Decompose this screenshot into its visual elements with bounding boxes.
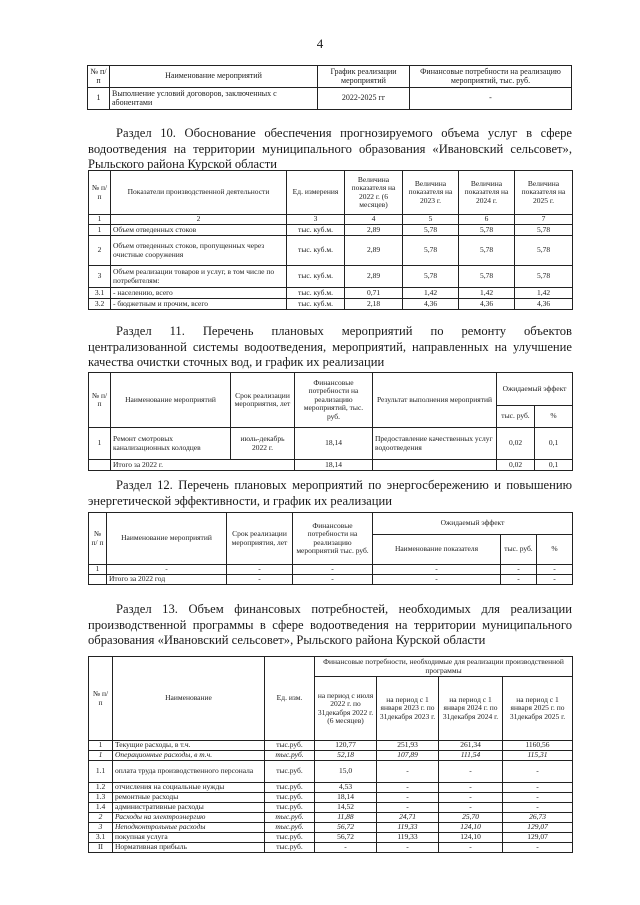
cell-rub: - (501, 565, 537, 575)
table-section-13 (88, 656, 573, 853)
section-12-line2: энергетической эффективности, и график их реализации (88, 493, 392, 508)
table-row (88, 88, 572, 110)
cell-2025: 115,31 (503, 751, 573, 761)
cell-2024: 111,54 (439, 751, 503, 761)
cell-name: Объем отведенных стоков (111, 225, 287, 236)
cell-2023: 119,33 (377, 823, 439, 833)
cell-finance: 18,14 (295, 428, 373, 460)
table-row (89, 299, 573, 310)
index-cell: 1 (89, 215, 111, 225)
cell-2025: 129,07 (503, 823, 573, 833)
header-2022: Величина показателя на 2022 г. (6 месяцев) (345, 171, 403, 215)
cell-2023: - (377, 803, 439, 813)
cell-num: 1 (89, 428, 111, 460)
cell-2025: 1,42 (515, 288, 573, 299)
table-row (89, 225, 573, 236)
table-row (89, 823, 573, 833)
cell-2024: 261,34 (439, 741, 503, 751)
cell-num: 1 (89, 225, 111, 236)
cell-2023: - (377, 783, 439, 793)
section-13-line1: Раздел 13. Объем финансовых потребностей, необходимых для реализации (116, 602, 572, 616)
section-10-line1: Раздел 10. Обоснование обеспечения прогнозируемого объема услуг в сфере (116, 126, 572, 140)
index-cell: 5 (403, 215, 459, 225)
cell-2025: - (503, 803, 573, 813)
header-num: № п/ п (89, 513, 107, 565)
header-num: № п/п (89, 657, 113, 741)
cell-2023: - (377, 761, 439, 783)
cell-pct: - (537, 565, 573, 575)
table-row (89, 741, 573, 751)
table-row (89, 833, 573, 843)
cell-2022: 2,18 (345, 299, 403, 310)
cell-name: Нормативная прибыль (113, 843, 265, 853)
cell-2024: - (439, 793, 503, 803)
header-name: Наименование мероприятий (110, 66, 318, 88)
section-13-line3: образования «Ивановский сельсовет», Рыльского района Курской области (88, 633, 486, 647)
cell-2023: 251,93 (377, 741, 439, 751)
cell-name: - населению, всего (111, 288, 287, 299)
cell-name: Неподконтрольные расходы (113, 823, 265, 833)
cell-2024: - (439, 783, 503, 793)
cell-name: Выполнение условий договоров, заключенных с абонентами (110, 88, 318, 110)
cell-num: II (89, 843, 113, 853)
header-pct: % (535, 406, 573, 428)
cell-name: административные расходы (113, 803, 265, 813)
total-period: - (227, 575, 293, 585)
section-11-heading (88, 324, 572, 371)
cell-unit: тыс.руб. (265, 761, 315, 783)
header-indicator: Наименование показателя (373, 535, 501, 565)
total-label: Итого за 2022 г. (111, 460, 295, 471)
cell-name: оплата труда производственного персонала (113, 761, 265, 783)
cell-2022: 2,89 (345, 266, 403, 288)
cell-unit: тыс.руб. (265, 843, 315, 853)
cell-num: 2 (89, 813, 113, 823)
table-index-row (89, 215, 573, 225)
section-10-line2: водоотведения на территории муниципального образования «Ивановский сельсовет», (88, 141, 572, 156)
cell-unit: тыс. куб.м. (287, 266, 345, 288)
cell-name: отчисления на социальные нужды (113, 783, 265, 793)
header-num: № п/п (88, 66, 110, 88)
cell-2022: 18,14 (315, 793, 377, 803)
cell-2023: 119,33 (377, 833, 439, 843)
cell-name: Ремонт смотровых канализационных колодцев (111, 428, 231, 460)
cell-num: 1.1 (89, 761, 113, 783)
index-cell: 7 (515, 215, 573, 225)
cell-unit: тыс.руб. (265, 823, 315, 833)
cell-2025: 5,78 (515, 225, 573, 236)
header-finance: Финансовые потребности на реализацию мероприятий, тыс. руб. (410, 66, 572, 88)
header-2024: Величина показателя на 2024 г. (459, 171, 515, 215)
cell-2023: 1,42 (403, 288, 459, 299)
cell-2024: 25,70 (439, 813, 503, 823)
cell-unit: тыс. куб.м. (287, 225, 345, 236)
total-finance: - (293, 575, 373, 585)
table-row (89, 843, 573, 853)
cell-name: Текущие расходы, в т.ч. (113, 741, 265, 751)
header-finance: Финансовые потребности на реализацию мероприятий тыс. руб. (293, 513, 373, 565)
cell-unit: тыс.руб. (265, 833, 315, 843)
cell-2022: 4,53 (315, 783, 377, 793)
cell-2022: 120,77 (315, 741, 377, 751)
cell-2025: - (503, 761, 573, 783)
cell-period: 2022-2025 гг (318, 88, 410, 110)
table-row (89, 783, 573, 793)
cell-num: 3 (89, 266, 111, 288)
total-pct: - (537, 575, 573, 585)
header-indicator: Показатели производственной деятельности (111, 171, 287, 215)
cell-2025: - (503, 783, 573, 793)
index-cell: 2 (111, 215, 287, 225)
cell-unit: тыс.руб. (265, 813, 315, 823)
table-row (89, 236, 573, 266)
cell-name: Операционные расходы, в т.ч. (113, 751, 265, 761)
cell-name: - бюджетным и прочим, всего (111, 299, 287, 310)
cell-indicator: - (373, 565, 501, 575)
cell-name: ремонтные расходы (113, 793, 265, 803)
section-10-line3: Рыльского района Курской области (88, 157, 277, 171)
header-effect: Ожидаемый эффект (497, 373, 573, 406)
header-period-2023: на период с 1 января 2023 г. по 31декабря 2023 г. (377, 677, 439, 741)
cell-period: июль-декабрь 2022 г. (231, 428, 295, 460)
cell-unit: тыс.руб. (265, 783, 315, 793)
cell-2022: 14,52 (315, 803, 377, 813)
table-total-row (89, 575, 573, 585)
section-13-heading (88, 602, 572, 649)
cell-num: 1.3 (89, 793, 113, 803)
cell-2024: - (439, 803, 503, 813)
cell-2025: - (503, 843, 573, 853)
section-11-line3: качества очистки сточных вод, и график их реализации (88, 355, 385, 369)
header-result: Результат выполнения мероприятий (373, 373, 497, 428)
header-unit: Ед. изм. (265, 657, 315, 741)
cell-name: Объем реализации товаров и услуг, в том числе по потребителям: (111, 266, 287, 288)
cell-num: 2 (89, 236, 111, 266)
header-rub: тыс. руб. (501, 535, 537, 565)
section-10-heading (88, 126, 572, 173)
table-row (89, 761, 573, 783)
cell-2024: - (439, 843, 503, 853)
cell-2024: 4,36 (459, 299, 515, 310)
cell-2023: 107,89 (377, 751, 439, 761)
total-pct: 0,1 (535, 460, 573, 471)
cell-finance: - (293, 565, 373, 575)
cell-name: Расходы на электроэнергию (113, 813, 265, 823)
table-row (89, 288, 573, 299)
table-row (89, 751, 573, 761)
total-rub: 0,02 (497, 460, 535, 471)
cell-2023: 4,36 (403, 299, 459, 310)
page-number: 4 (316, 36, 324, 51)
cell-unit: тыс. куб.м. (287, 236, 345, 266)
table-header-row (89, 373, 573, 406)
total-rub: - (501, 575, 537, 585)
cell-2022: 56,72 (315, 833, 377, 843)
table-row (89, 266, 573, 288)
cell-2023: - (377, 843, 439, 853)
total-finance: 18,14 (295, 460, 373, 471)
total-indicator: - (373, 575, 501, 585)
cell-2022: 11,88 (315, 813, 377, 823)
header-finance: Финансовые потребности на реализацию мероприятий, тыс. руб. (295, 373, 373, 428)
header-period-2025: на период с 1 января 2025 г. по 31декабря 2025 г. (503, 677, 573, 741)
total-label: Итого за 2022 год (107, 575, 227, 585)
header-period-2022: на период с июля 2022 г. по 31декабря 2022 г. (6 месяцев) (315, 677, 377, 741)
table-row (89, 793, 573, 803)
header-name: Наименование (113, 657, 265, 741)
section-12-line1: Раздел 12. Перечень плановых мероприятий по энергосбережению и повышению (116, 478, 572, 492)
cell-num: 3.1 (89, 833, 113, 843)
cell-num: 1 (89, 741, 113, 751)
section-13-line2: производственной программы в сфере водоотведения на территории муниципального (88, 617, 572, 632)
cell-2022: 15,0 (315, 761, 377, 783)
header-rub: тыс. руб. (497, 406, 535, 428)
cell-num: 3.1 (89, 288, 111, 299)
cell-unit: тыс.руб. (265, 741, 315, 751)
cell-num: 1 (89, 751, 113, 761)
cell-pct: 0,1 (535, 428, 573, 460)
table-header-row (89, 171, 573, 215)
cell-2022: 0,71 (345, 288, 403, 299)
cell-unit: тыс. куб.м. (287, 288, 345, 299)
index-cell: 3 (287, 215, 345, 225)
cell-2025: - (503, 793, 573, 803)
cell-name: - (107, 565, 227, 575)
header-unit: Ед. измерения (287, 171, 345, 215)
table-total-row (89, 460, 573, 471)
cell-2023: 24,71 (377, 813, 439, 823)
cell-rub: 0,02 (497, 428, 535, 460)
cell-2022: 56,72 (315, 823, 377, 833)
cell-2025: 5,78 (515, 236, 573, 266)
table-header-row (89, 657, 573, 677)
cell-2024: 124,10 (439, 833, 503, 843)
table-header-row (89, 513, 573, 535)
table-section-11 (88, 372, 573, 471)
table-row (89, 803, 573, 813)
header-effect: Ожидаемый эффект (373, 513, 573, 535)
section-11-line2: централизованной системы водоотведения, мероприятий, направленных на улучшение (88, 339, 572, 354)
cell-2024: 5,78 (459, 266, 515, 288)
cell-2025: 26,73 (503, 813, 573, 823)
table-top (87, 65, 572, 110)
header-2025: Величина показателя на 2025 г. (515, 171, 573, 215)
cell-result: Предоставление качественных услуг водоотведения (373, 428, 497, 460)
cell-num: 1 (88, 88, 110, 110)
header-period-2024: на период с 1 января 2024 г. по 31декабря 2024 г. (439, 677, 503, 741)
cell-finance: - (410, 88, 572, 110)
index-cell: 4 (345, 215, 403, 225)
cell-2022: 2,89 (345, 236, 403, 266)
cell-num: 3 (89, 823, 113, 833)
cell-2024: 1,42 (459, 288, 515, 299)
cell-2023: 5,78 (403, 225, 459, 236)
header-pct: % (537, 535, 573, 565)
index-cell: 6 (459, 215, 515, 225)
header-2023: Величина показателя на 2023 г. (403, 171, 459, 215)
cell-2023: 5,78 (403, 236, 459, 266)
cell-unit: тыс. куб.м. (287, 299, 345, 310)
cell-2025: 4,36 (515, 299, 573, 310)
table-row (89, 565, 573, 575)
cell-2023: 5,78 (403, 266, 459, 288)
header-finance-needs: Финансовые потребности, необходимые для реализации производственной программы (315, 657, 573, 677)
cell-2024: 5,78 (459, 236, 515, 266)
header-num: № п/п (89, 373, 111, 428)
cell-unit: тыс.руб. (265, 751, 315, 761)
cell-unit: тыс.руб. (265, 793, 315, 803)
section-12-heading (88, 478, 572, 509)
cell-2025: 129,07 (503, 833, 573, 843)
cell-num: 1.4 (89, 803, 113, 813)
cell-2025: 5,78 (515, 266, 573, 288)
cell-unit: тыс.руб. (265, 803, 315, 813)
header-period: Срок реализации мероприятия, лет (231, 373, 295, 428)
cell-2022: 52,18 (315, 751, 377, 761)
table-row (89, 428, 573, 460)
table-header-row (88, 66, 572, 88)
cell-2024: - (439, 761, 503, 783)
cell-2024: 5,78 (459, 225, 515, 236)
cell-2025: 1160,56 (503, 741, 573, 751)
table-section-12 (88, 512, 573, 585)
cell-2022: - (315, 843, 377, 853)
cell-2022: 2,89 (345, 225, 403, 236)
cell-2024: 124,10 (439, 823, 503, 833)
cell-num: 1.2 (89, 783, 113, 793)
cell-num: 1 (89, 565, 107, 575)
header-period: Срок реализации мероприятия, лет (227, 513, 293, 565)
header-name: Наименование мероприятий (107, 513, 227, 565)
table-section-10 (88, 170, 573, 310)
cell-2023: - (377, 793, 439, 803)
section-11-line1: Раздел 11. Перечень плановых мероприятий по ремонту объектов (116, 324, 572, 338)
cell-num: 3.2 (89, 299, 111, 310)
header-period: График реализации мероприятий (318, 66, 410, 88)
cell-period: - (227, 565, 293, 575)
cell-name: покупная услуга (113, 833, 265, 843)
cell-name: Объем отведенных стоков, пропущенных через очистные сооружения (111, 236, 287, 266)
header-num: № п/п (89, 171, 111, 215)
header-name: Наименование мероприятий (111, 373, 231, 428)
table-row (89, 813, 573, 823)
